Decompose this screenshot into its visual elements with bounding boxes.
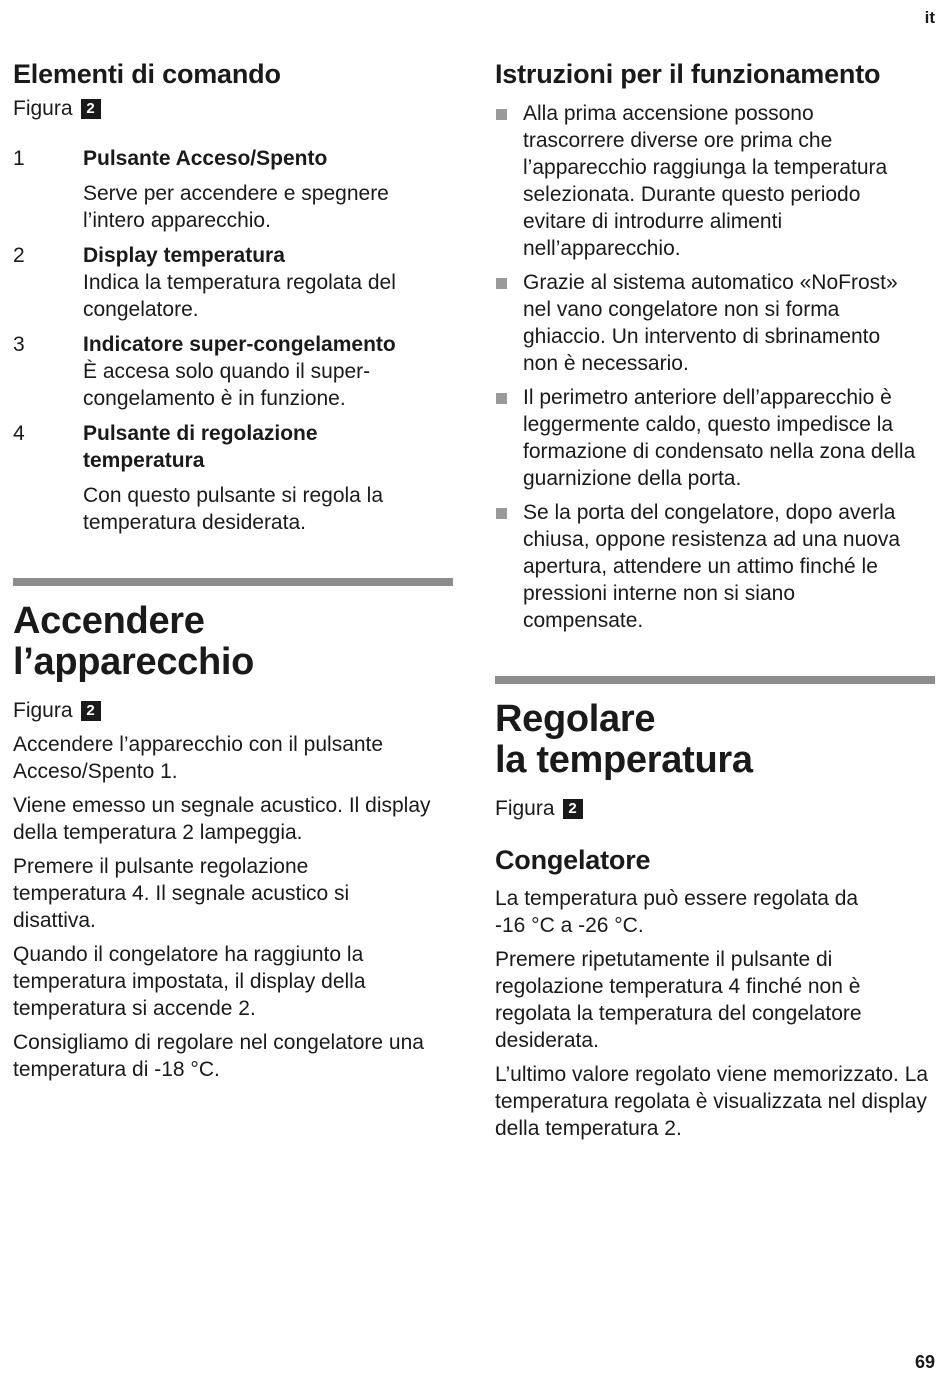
set-temp-heading-line2: la temperatura: [495, 739, 753, 782]
switch-on-heading-line1: Accendere: [13, 600, 205, 643]
figure-number-badge: 2: [81, 99, 101, 119]
figure-label: Figura: [495, 797, 555, 821]
controls-figure-ref: [13, 95, 453, 122]
control-item-title: Indicatore super-congelamento: [83, 333, 396, 357]
operation-bullet-item: [495, 100, 908, 262]
operation-bullet-text: Grazie al sistema automatico «NoFrost» nel vano congelatore non si forma ghiaccio. Un intervento di sbrinamento non è necessario.: [523, 271, 898, 376]
section-divider: [495, 676, 935, 684]
operation-bullet-item: [495, 269, 918, 377]
switch-on-figure-ref: [13, 697, 453, 724]
switch-on-paragraph: Quando il congelatore ha raggiunto la temperatura impostata, il display della temperatura si accende 2.: [13, 943, 366, 1021]
switch-on-paragraph: Accendere l’apparecchio con il pulsante Acceso/Spento 1.: [13, 733, 384, 784]
control-item-title: Display temperatura: [83, 244, 285, 268]
control-item-1: [13, 145, 453, 234]
freezer-subheading: Congelatore: [495, 845, 651, 876]
set-temp-paragraph: Premere ripetutamente il pulsante di regolazione temperatura 4 finché non è regolata la temperatura del congelatore desiderata.: [495, 947, 862, 1052]
operation-heading: Istruzioni per il funzionamento: [495, 59, 881, 89]
switch-on-heading: [13, 601, 453, 683]
right-column: [495, 0, 935, 1142]
control-item-desc: Indica la temperatura regolata del congelatore.: [83, 271, 396, 322]
operation-bullet-text: Se la porta del congelatore, dopo averla chiusa, oppone resistenza ad una nuova apertura, attendere un attimo finché le pressioni interne non si siano compensate.: [523, 501, 901, 633]
operation-bullet-list: [495, 100, 935, 634]
operation-bullet-text: Alla prima accensione possono trascorrere diverse ore prima che l’apparecchio raggiunga la temperatura selezionata. Durante questo periodo evitare di introdurre alimenti nell’apparecchio.: [523, 102, 888, 261]
set-temp-heading-line1: Regolare: [495, 698, 656, 741]
section-divider: [13, 578, 453, 586]
set-temp-heading: [495, 699, 935, 781]
set-temp-paragraph: L’ultimo valore regolato viene memorizzato. La temperatura regolata è visualizzata nel display della temperatura 2.: [495, 1062, 929, 1140]
operation-bullet-item: [495, 384, 935, 492]
square-bullet-icon: [496, 393, 507, 404]
language-tag: it: [924, 8, 935, 27]
control-item-3: [13, 331, 453, 412]
operation-bullet-item: [495, 499, 918, 634]
switch-on-heading-line2: l’apparecchio: [13, 641, 255, 684]
switch-on-paragraph: Premere il pulsante regolazione temperatura 4. Il segnale acustico si disattiva.: [13, 855, 350, 933]
control-item-number: 3: [13, 333, 25, 357]
switch-on-paragraph: Consigliamo di regolare nel congelatore una temperatura di -18 °C.: [13, 1031, 424, 1082]
figure-number-badge: 2: [81, 701, 101, 721]
switch-on-paragraph: Viene emesso un segnale acustico. Il display della temperatura 2 lampeggia.: [13, 794, 431, 845]
control-item-2: [13, 242, 453, 323]
figure-number-badge: 2: [563, 799, 583, 819]
control-item-title: Pulsante Acceso/Spento: [83, 147, 328, 171]
set-temp-figure-ref: [495, 795, 935, 822]
control-item-number: 1: [13, 147, 25, 171]
square-bullet-icon: [496, 508, 507, 519]
square-bullet-icon: [496, 109, 507, 120]
control-item-desc: Con questo pulsante si regola la temperatura desiderata.: [83, 484, 384, 535]
left-column: [13, 0, 453, 1083]
control-item-desc: Serve per accendere e spegnere l’intero apparecchio.: [83, 182, 389, 233]
controls-list: [13, 145, 453, 536]
controls-heading: Elementi di comando: [13, 59, 281, 89]
control-item-number: 2: [13, 244, 25, 268]
control-item-title: Pulsante di regolazione temperatura: [83, 422, 318, 473]
control-item-4: [13, 420, 453, 536]
control-item-number: 4: [13, 422, 25, 446]
control-item-desc: È accesa solo quando il super-congelamento è in funzione.: [83, 360, 371, 411]
page-number: 69: [914, 1352, 935, 1372]
operation-bullet-text: Il perimetro anteriore dell’apparecchio è leggermente caldo, questo impedisce la formazione di condensato nella zona della guarnizione della porta.: [523, 386, 916, 491]
figure-label: Figura: [13, 97, 73, 121]
figure-label: Figura: [13, 699, 73, 723]
set-temp-paragraph: La temperatura può essere regolata da -16 °C a -26 °C.: [495, 886, 859, 937]
square-bullet-icon: [496, 278, 507, 289]
